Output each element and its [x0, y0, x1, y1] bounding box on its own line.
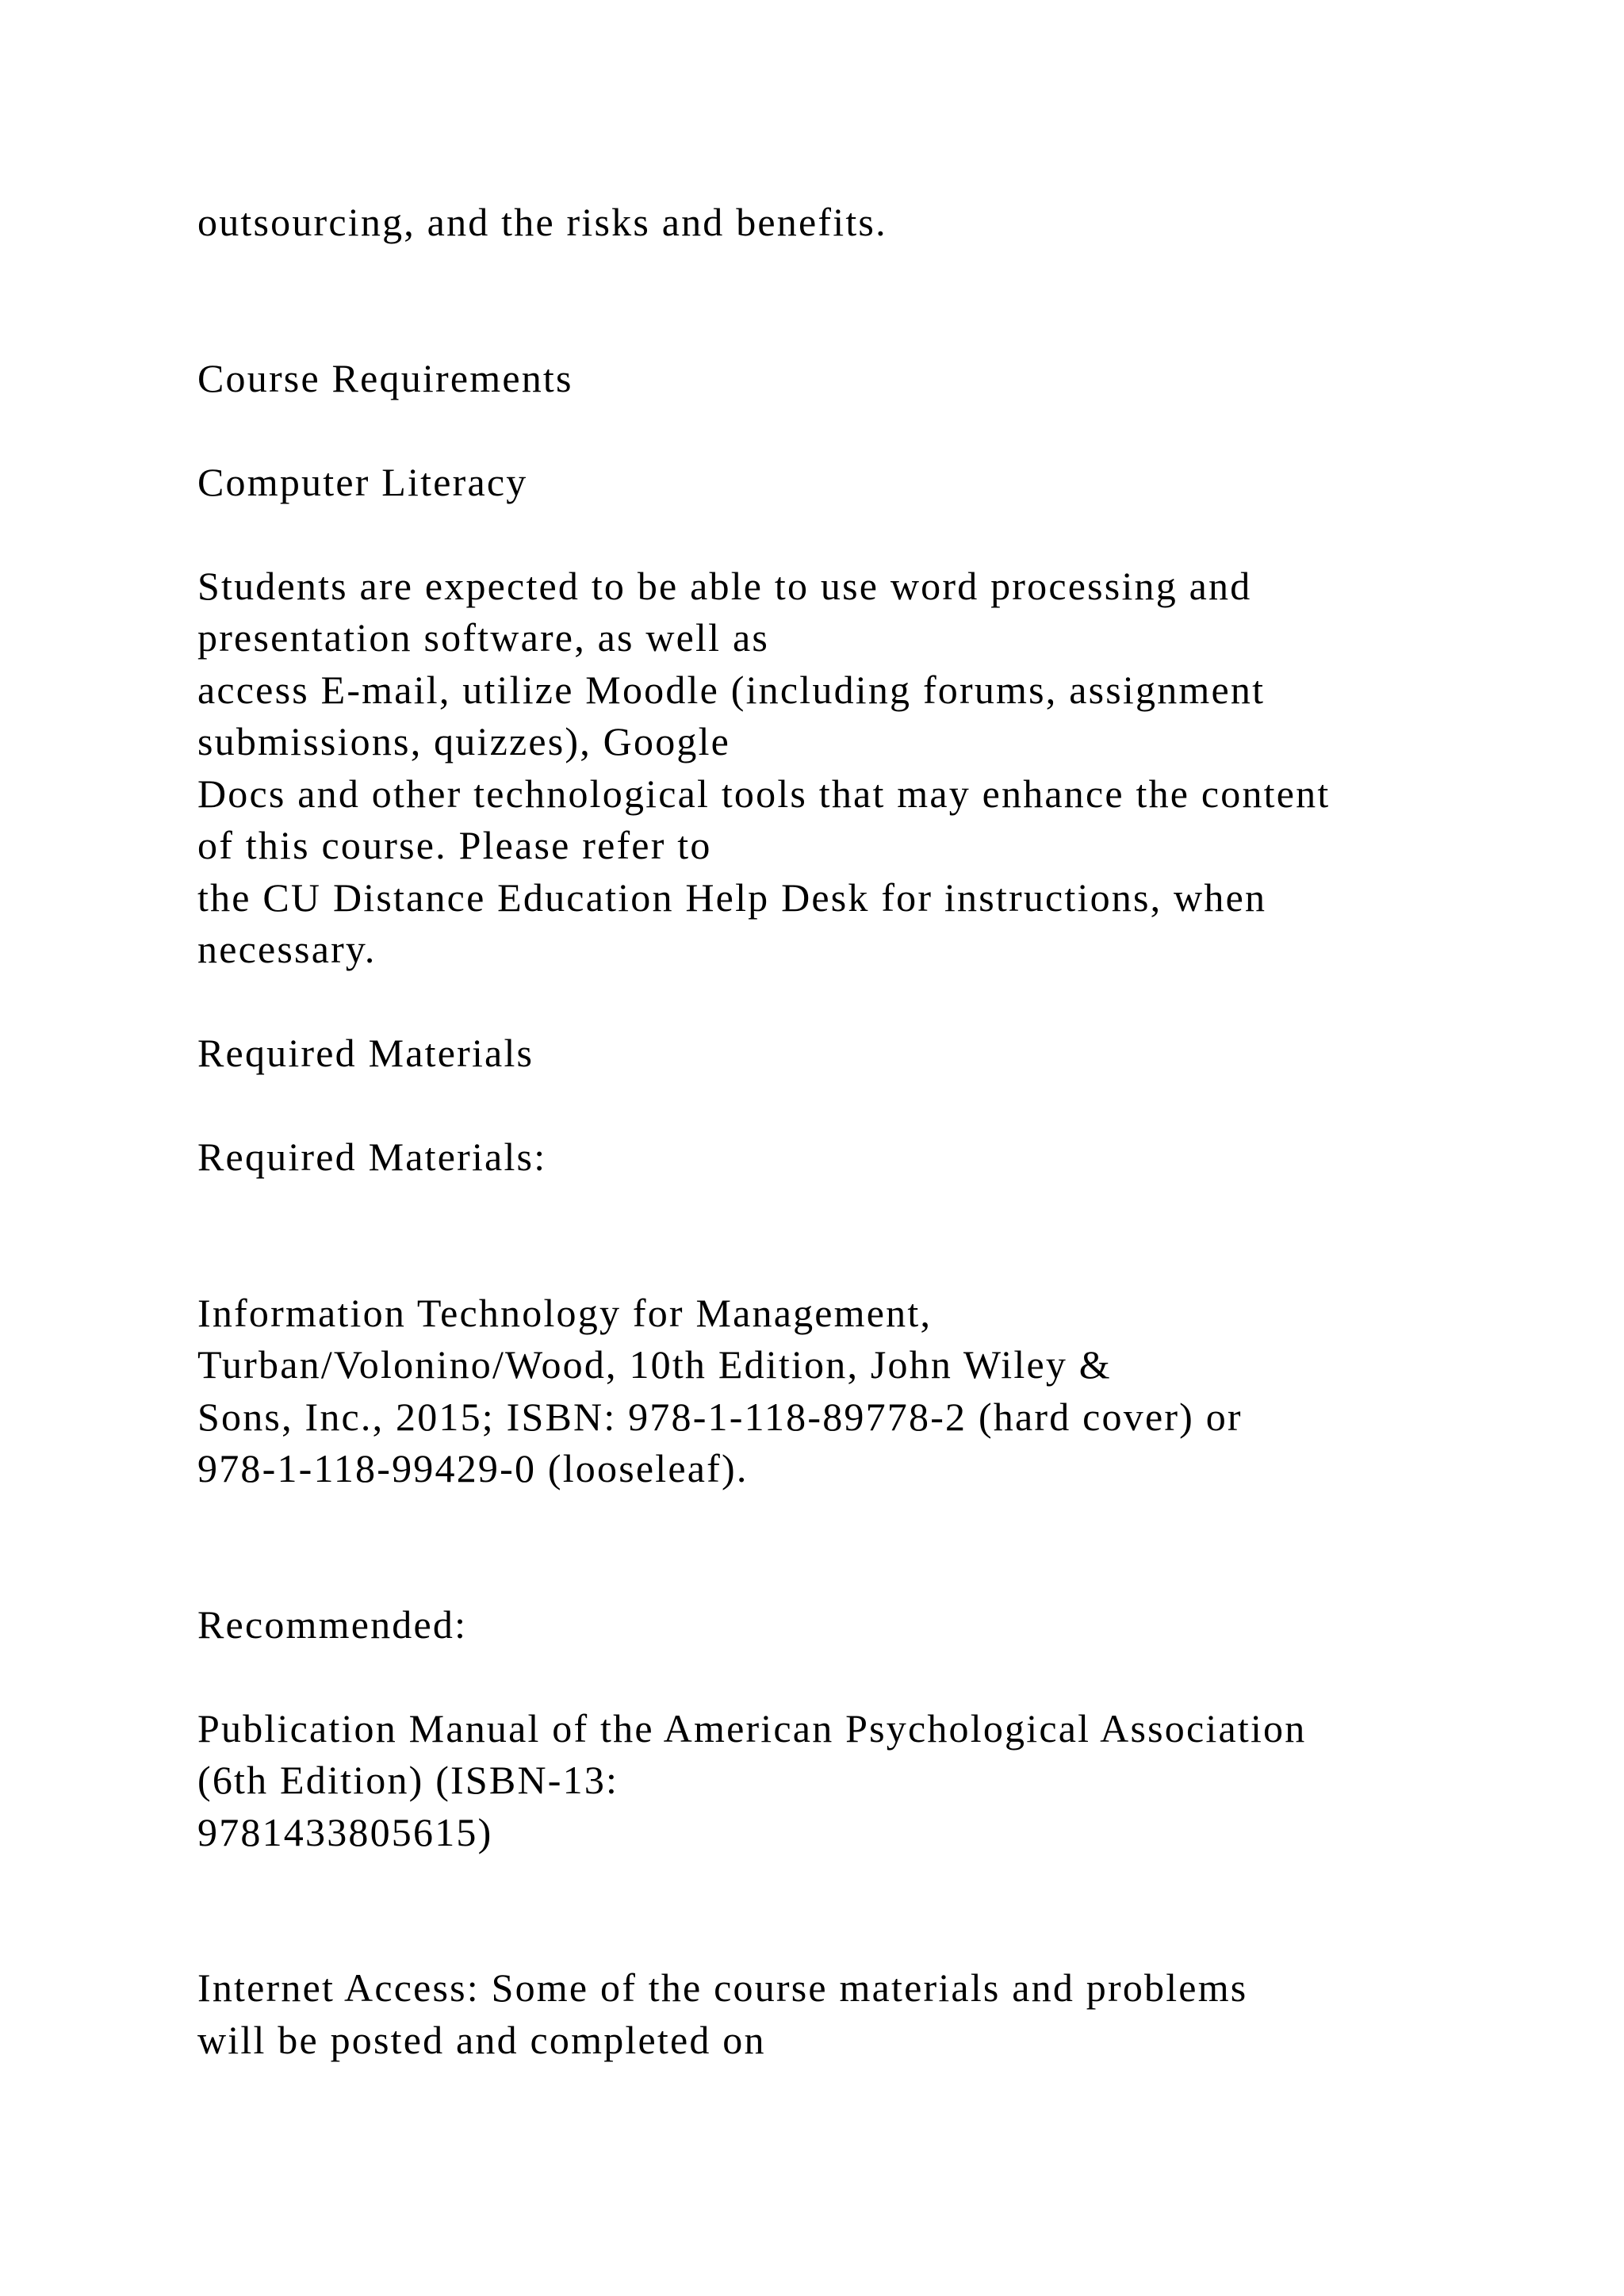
textbook-citation: [197, 1288, 1530, 1495]
text-line: Sons, Inc., 2015; ISBN: 978-1-118-89778-2 (hard cover) or: [197, 1394, 1243, 1439]
text-line: presentation software, as well as: [197, 615, 769, 660]
text-line: Required Materials:: [197, 1135, 547, 1179]
heading-course-requirements: [197, 353, 1530, 405]
document-body: [197, 197, 1530, 2066]
text-line: the CU Distance Education Help Desk for instructions, when: [197, 874, 1267, 920]
text-line: Recommended:: [197, 1601, 468, 1647]
apa-manual-citation: [197, 1703, 1530, 1859]
text-line: will be posted and completed on: [197, 2017, 766, 2062]
text-line: Information Technology for Management,: [197, 1290, 933, 1335]
heading-computer-literacy: [197, 457, 1530, 509]
text-line: 9781433805615): [197, 1809, 493, 1854]
computer-literacy-paragraph: [197, 561, 1530, 976]
text-line: necessary.: [197, 927, 377, 971]
required-materials-label: [197, 1131, 1530, 1184]
text-line: of this course. Please refer to: [197, 823, 712, 867]
intro-paragraph: [197, 197, 1530, 249]
text-line: 978-1-118-99429-0 (looseleaf).: [197, 1446, 749, 1490]
text-line: Turban/Volonino/Wood, 10th Edition, John Wiley &: [197, 1342, 1112, 1387]
internet-access-paragraph: [197, 1962, 1530, 2066]
text-line: submissions, quizzes), Google: [197, 719, 731, 763]
text-line: (6th Edition) (ISBN-13:: [197, 1758, 619, 1802]
text-line: Docs and other technological tools that may enhance the content: [197, 771, 1331, 816]
heading-required-materials: [197, 1027, 1530, 1080]
text-line: Required Materials: [197, 1031, 534, 1075]
text-line: Students are expected to be able to use word processing and: [197, 563, 1252, 608]
text-line: Course Requirements: [197, 355, 573, 400]
text-line: access E-mail, utilize Moodle (including forums, assignment: [197, 667, 1266, 712]
text-line: Publication Manual of the American Psychological Association: [197, 1705, 1307, 1751]
text-line: Internet Access: Some of the course materials and problems: [197, 1965, 1248, 2010]
text-line: Computer Literacy: [197, 459, 528, 504]
text-line: outsourcing, and the risks and benefits.: [197, 200, 887, 244]
recommended-label: [197, 1599, 1530, 1651]
